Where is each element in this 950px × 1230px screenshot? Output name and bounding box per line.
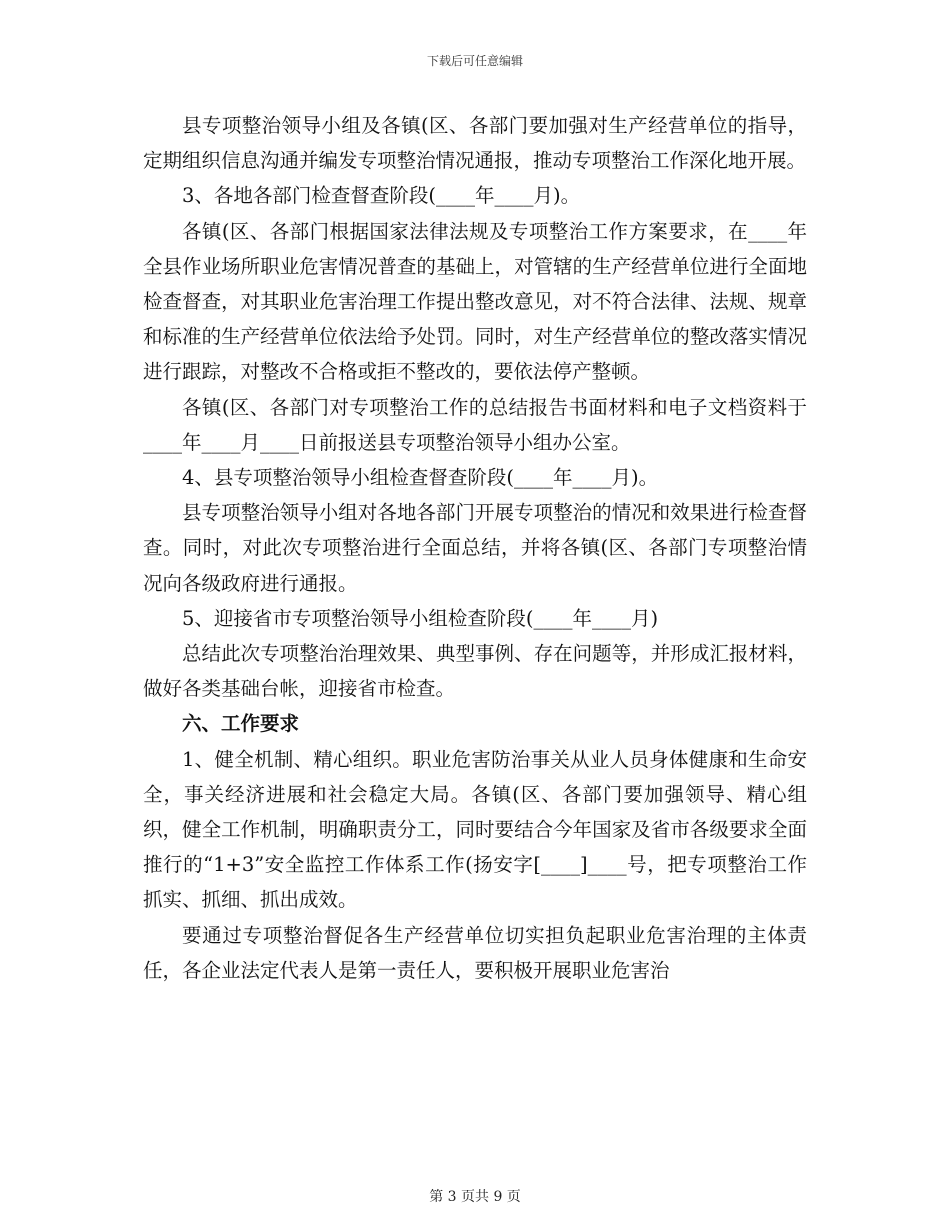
section-heading: 3、各地各部门检查督查阶段(____年____月)。: [182, 184, 581, 208]
document-body: [143, 108, 807, 988]
paragraph: 1、健全机制、精心组织。职业危害防治事关从业人员身体健康和生命安全，事关经济进展和社会稳定大局。各镇(区、各部门要加强领导、精心组织，健全工作机制，明确职责分工，同时要结合今年国家及省市各级要求全面推行的“1+3”安全监控工作体系工作(扬安字[____]____号，把专项整治工作抓实、抓细、抓出成效。: [143, 747, 807, 912]
page-header: 下载后可任意编辑: [426, 54, 523, 68]
paragraph: 各镇(区、各部门根据国家法律法规及专项整治工作方案要求，在____年全县作业场所职业危害情况普查的基础上，对管辖的生产经营单位进行全面地检查督查，对其职业危害治理工作提出整改意见，对不符合法律、法规、规章和标准的生产经营单位依法给予处罚。同时，对生产经营单位的整改落实情况进行跟踪，对整改不合格或拒不整改的，要依法停产整顿。: [143, 219, 807, 384]
page-footer: 第 3 页共 9 页: [429, 1189, 521, 1205]
section-heading: 4、县专项整治领导小组检查督查阶段(____年____月)。: [182, 466, 659, 490]
section-heading: 5、迎接省市专项整治领导小组检查阶段(____年____月): [182, 606, 659, 630]
paragraph: 总结此次专项整治治理效果、典型事例、存在问题等，并形成汇报材料，做好各类基础台帐，迎接省市检查。: [143, 642, 807, 701]
paragraph: 各镇(区、各部门对专项整治工作的总结报告书面材料和电子文档资料于____年____月____日前报送县专项整治领导小组办公室。: [143, 395, 807, 454]
chapter-heading: 六、工作要求: [182, 712, 300, 736]
paragraph: 县专项整治领导小组对各地各部门开展专项整治的情况和效果进行检查督查。同时，对此次专项整治进行全面总结，并将各镇(区、各部门专项整治情况向各级政府进行通报。: [143, 501, 807, 595]
paragraph: 要通过专项整治督促各生产经营单位切实担负起职业危害治理的主体责任，各企业法定代表人是第一责任人，要积极开展职业危害治: [143, 923, 807, 982]
paragraph: 县专项整治领导小组及各镇(区、各部门要加强对生产经营单位的指导，定期组织信息沟通并编发专项整治情况通报，推动专项整治工作深化地开展。: [143, 114, 807, 173]
